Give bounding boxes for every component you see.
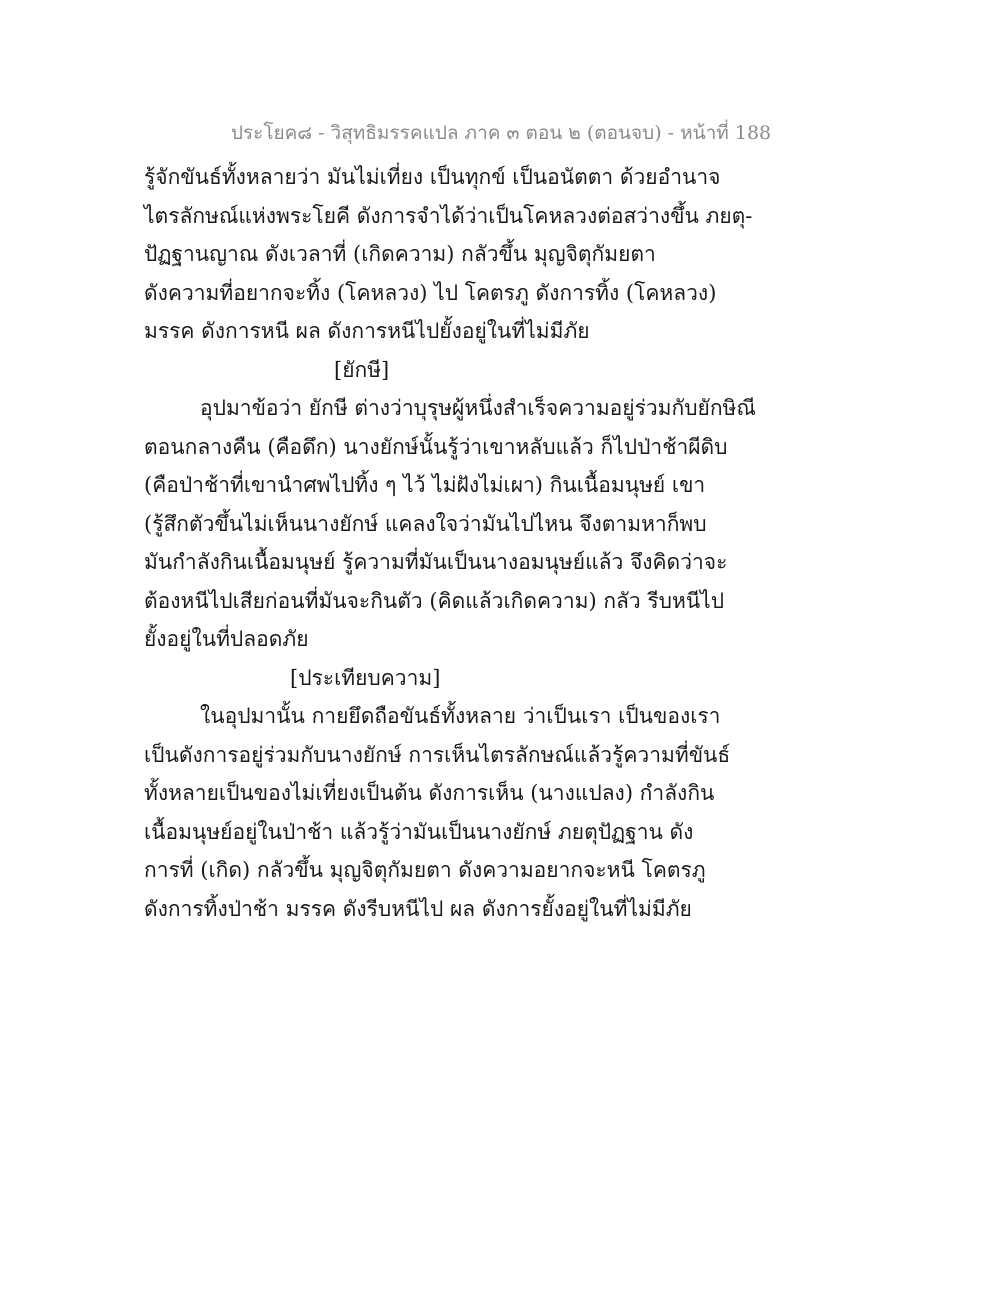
text-line: ต้องหนีไปเสียก่อนที่มันจะกินตัว (คิดแล้วเกิดความ) กลัว รีบหนีไป: [144, 588, 725, 613]
text-line: มันกำลังกินเนื้อมนุษย์ รู้ความที่มันเป็นนางอมนุษย์แล้ว จึงคิดว่าจะ: [144, 550, 728, 574]
text-line: ตอนกลางคืน (คือดึก) นางยักษ์นั้นรู้ว่าเขาหลับแล้ว ก็ไปป่าช้าผีดิบ: [144, 434, 728, 459]
section-heading-yakkhi: [ยักษี]: [334, 357, 390, 382]
running-header-text: ประโยค๘ - วิสุทธิมรรคแปล ภาค ๓ ตอน ๒ (ตอนจบ) - หน้าที่ 188: [230, 122, 772, 144]
text-line: เนื้อมนุษย์อยู่ในป่าช้า แล้วรู้ว่ามันเป็นนางยักษ์ ภยตุปัฏฐาน ดัง: [144, 819, 694, 844]
body-text: [144, 158, 756, 928]
text-line: ดังความที่อยากจะทิ้ง (โคหลวง) ไป โคตรภู ดังการทิ้ง (โคหลวง): [144, 280, 717, 305]
text-line: มรรค ดังการหนี ผล ดังการหนีไปยั้งอยู่ในที่ไม่มีภัย: [144, 319, 590, 343]
text-line: ยั้งอยู่ในที่ปลอดภัย: [144, 627, 309, 651]
page-header: [0, 118, 1000, 148]
text-line: การที่ (เกิด) กลัวขึ้น มุญจิตุกัมยตา ดังความอยากจะหนี โคตรภู: [144, 858, 706, 882]
text-line: ทั้งหลายเป็นของไม่เที่ยงเป็นต้น ดังการเห็น (นางแปลง) กำลังกิน: [144, 781, 715, 805]
text-line: ไตรลักษณ์แห่งพระโยคี ดังการจำได้ว่าเป็นโคหลวงต่อสว่างขึ้น ภยตุ-: [144, 203, 753, 228]
text-line: อุปมาข้อว่า ยักษี ต่างว่าบุรุษผู้หนึ่งสำเร็จความอยู่ร่วมกับยักษิณี: [200, 396, 756, 420]
text-line: ปัฏฐานญาณ ดังเวลาที่ (เกิดความ) กลัวขึ้น มุญจิตุกัมยตา: [144, 242, 656, 266]
section-heading-comparison: [ประเทียบความ]: [290, 665, 441, 690]
text-line: ดังการทิ้งป่าช้า มรรค ดังรีบหนีไป ผล ดังการยั้งอยู่ในที่ไม่มีภัย: [144, 896, 692, 921]
text-line: (คือป่าช้าที่เขานำศพไปทิ้ง ๆ ไว้ ไม่ฝังไม่เผา) กินเนื้อมนุษย์ เขา: [144, 473, 706, 497]
text-line: เป็นดังการอยู่ร่วมกับนางยักษ์ การเห็นไตรลักษณ์แล้วรู้ความที่ขันธ์: [144, 742, 731, 767]
text-line: (รู้สึกตัวขึ้นไม่เห็นนางยักษ์ แคลงใจว่ามันไปไหน จึงตามหาก็พบ: [144, 511, 707, 536]
text-line: รู้จักขันธ์ทั้งหลายว่า มันไม่เที่ยง เป็นทุกข์ เป็นอนัตตา ด้วยอำนาจ: [144, 165, 721, 189]
text-line: ในอุปมานั้น กายยึดถือขันธ์ทั้งหลาย ว่าเป็นเรา เป็นของเรา: [200, 704, 721, 728]
